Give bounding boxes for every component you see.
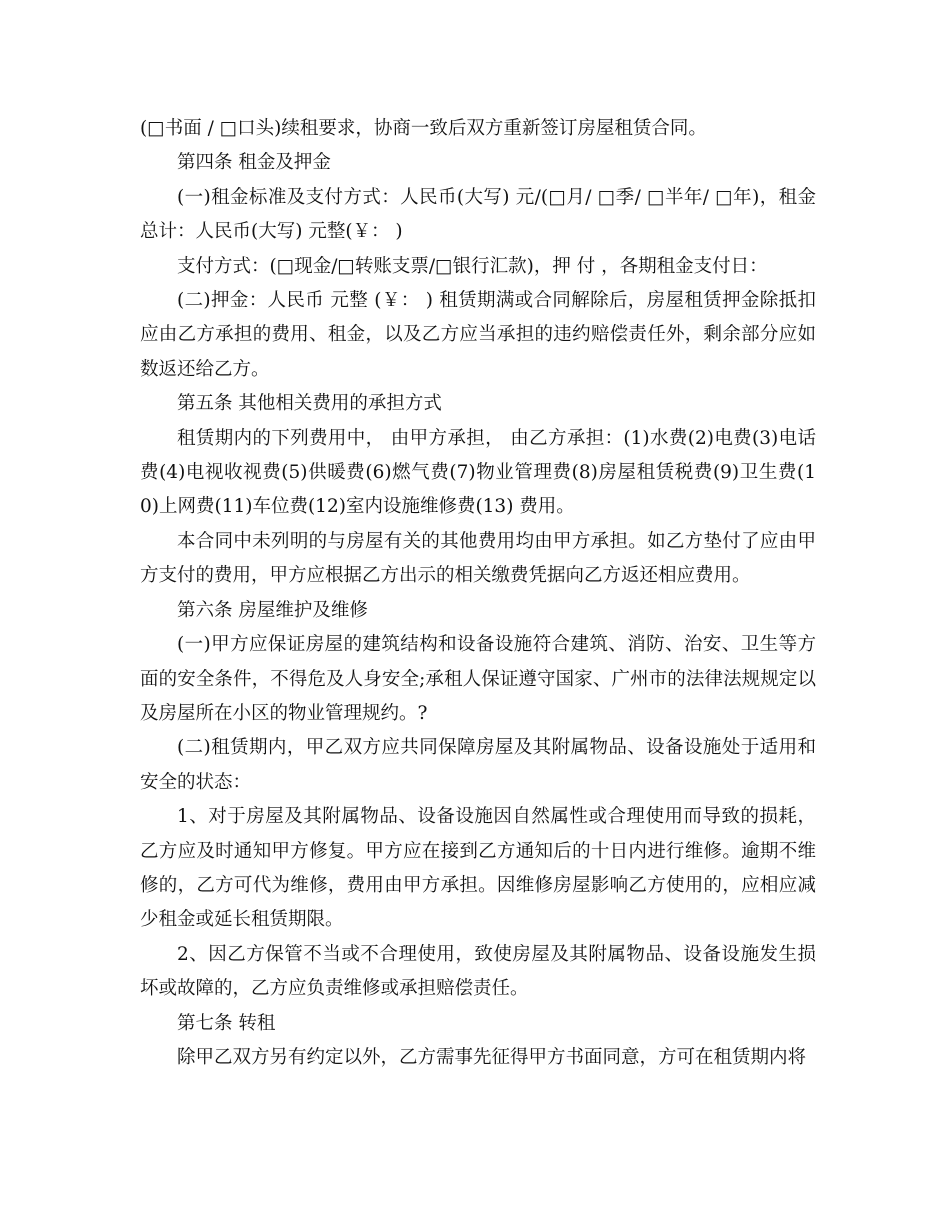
paragraph-deposit: (二)押金：人民币 元整 (￥： ) 租赁期满或合同解除后，房屋租赁押金除抵扣应由乙方承担的费用、租金，以及乙方应当承担的违约赔偿责任外，剩余部分应如数返还给乙方。 — [140, 290, 816, 380]
paragraph-rent-standard: (一)租金标准及支付方式：人民币(大写) 元/(□月/ □季/ □半年/ □年)，租金总计：人民币(大写) 元整(￥： ) — [140, 186, 816, 243]
paragraph-other-fees: 本合同中未列明的与房屋有关的其他费用均由甲方承担。如乙方垫付了应由甲方支付的费用，甲方应根据乙方出示的相关缴费凭据向乙方返还相应费用。 — [140, 530, 816, 587]
heading-article-5: 第五条 其他相关费用的承担方式 — [177, 393, 442, 415]
paragraph-fee-list: 租赁期内的下列费用中， 由甲方承担， 由乙方承担：(1)水费(2)电费(3)电话费(4)电视收视费(5)供暖费(6)燃气费(7)物业管理费(8)房屋租赁税费(9)卫生费(10)上网费(11)车位费(12)室内设施维修费(13) 费用。 — [140, 427, 816, 518]
paragraph-sublease: 除甲乙双方另有约定以外，乙方需事先征得甲方书面同意，方可在租赁期内将 — [177, 1046, 807, 1068]
paragraph-improper-use: 2、因乙方保管不当或不合理使用，致使房屋及其附属物品、设备设施发生损坏或故障的，乙方应负责维修或承担赔偿责任。 — [140, 943, 816, 1000]
heading-article-4: 第四条 租金及押金 — [177, 152, 331, 174]
paragraph-safety-conditions: (一)甲方应保证房屋的建筑结构和设备设施符合建筑、消防、治安、卫生等方面的安全条件，不得危及人身安全;承租人保证遵守国家、广州市的法律法规规定以及房屋所在小区的物业管理规约。? — [140, 634, 816, 724]
paragraph-natural-wear: 1、对于房屋及其附属物品、设备设施因自然属性或合理使用而导致的损耗，乙方应及时通知甲方修复。甲方应在接到乙方通知后的十日内进行维修。逾期不维修的，乙方可代为维修，费用由甲方承担。因维修房屋影响乙方使用的，应相应减少租金或延长租赁期限。 — [140, 806, 816, 931]
heading-article-6: 第六条 房屋维护及维修 — [177, 599, 368, 621]
paragraph-joint-maintenance: (二)租赁期内，甲乙双方应共同保障房屋及其附属物品、设备设施处于适用和安全的状态： — [140, 737, 816, 793]
paragraph-payment-method: 支付方式：(□现金/□转账支票/□银行汇款)，押 付 ，各期租金支付日： — [177, 255, 768, 277]
heading-article-7: 第七条 转租 — [177, 1012, 276, 1034]
document-body — [140, 112, 816, 1075]
paragraph-renewal: (□书面 / □口头)续租要求，协商一致后双方重新签订房屋租赁合同。 — [140, 118, 707, 139]
